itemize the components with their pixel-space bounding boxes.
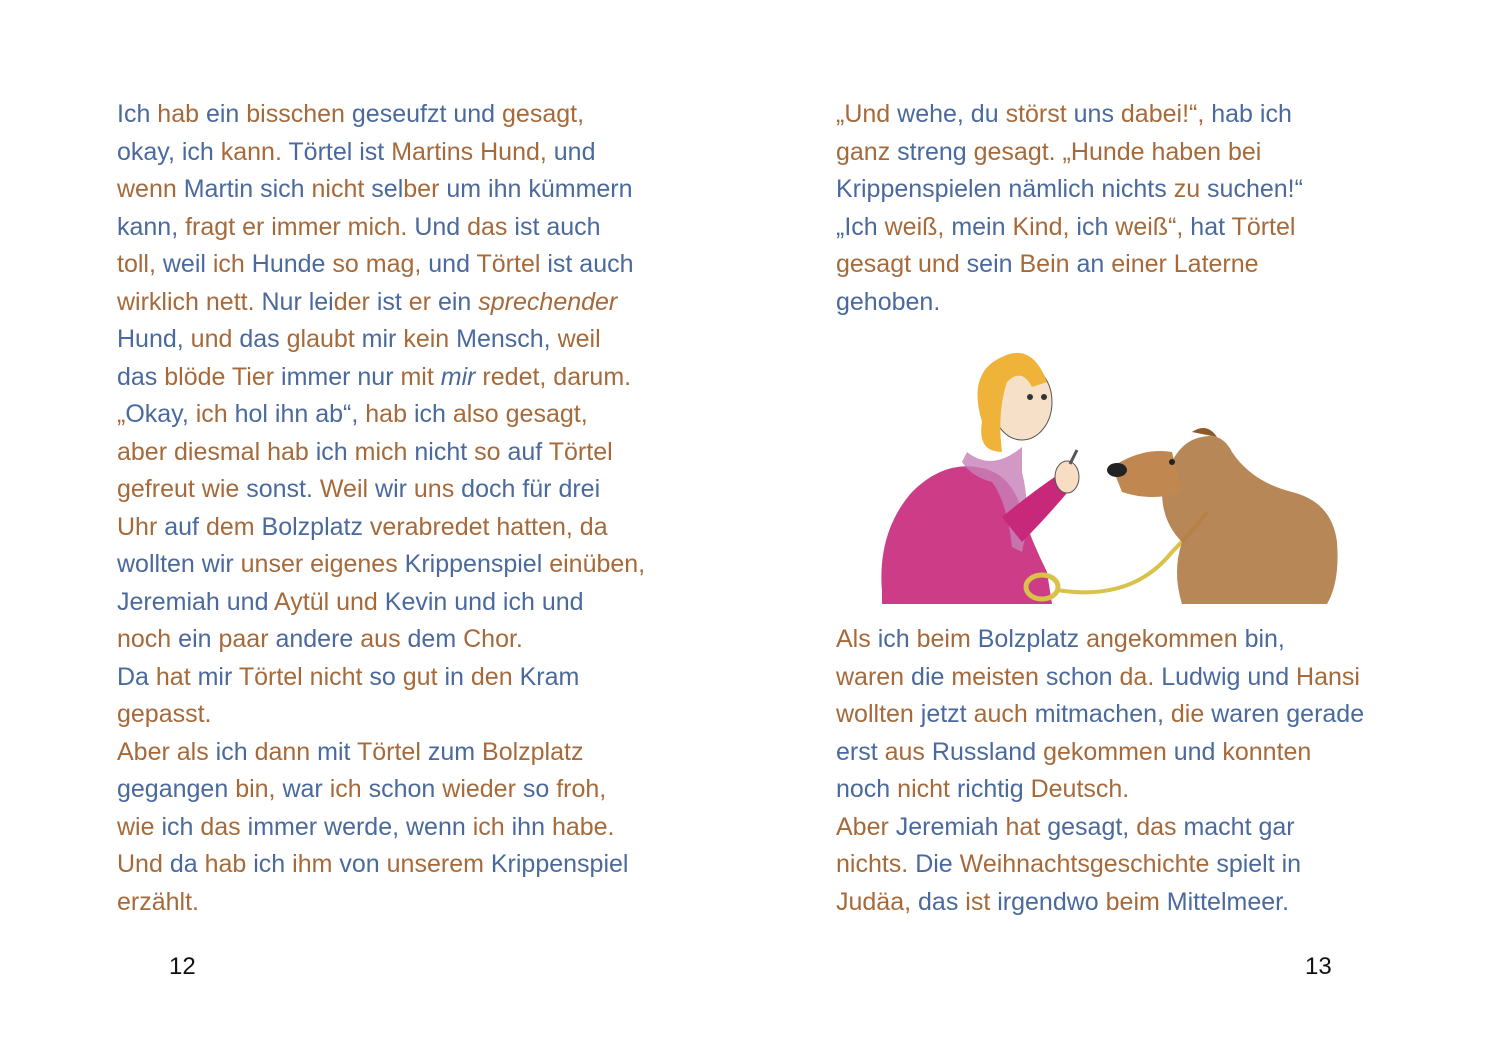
syllable-segment: die <box>911 662 952 691</box>
syllable-segment: Aber als <box>117 737 216 766</box>
syllable-segment: Törtel <box>356 737 428 766</box>
syllable-segment: gepasst. <box>117 700 212 728</box>
syllable-segment: Kind, <box>1012 212 1077 241</box>
syllable-segment: den <box>470 662 520 691</box>
syllable-segment: andere <box>275 625 361 653</box>
syllable-segment: ist <box>376 287 409 316</box>
syllable-segment: fragt er immer mich. <box>185 212 415 241</box>
syllable-segment: ber <box>403 175 447 203</box>
syllable-segment: zum <box>427 737 483 766</box>
text-line <box>836 284 1303 322</box>
syllable-segment: weil <box>557 325 601 353</box>
syllable-segment: gegangen <box>117 775 236 803</box>
syllable-segment: unserem <box>386 850 491 878</box>
syllable-segment: gesagt, <box>1047 812 1137 841</box>
syllable-segment: Hansi <box>1296 662 1360 691</box>
syllable-segment: weil <box>162 250 213 278</box>
syllable-segment: ich <box>161 812 201 841</box>
syllable-segment: Ludwig und <box>1161 662 1297 691</box>
syllable-segment: dann <box>254 737 318 766</box>
text-line <box>117 659 645 697</box>
syllable-segment: weiß, <box>884 212 952 241</box>
syllable-segment: das <box>239 325 287 353</box>
syllable-segment: uns <box>413 475 462 503</box>
syllable-segment: weiß“, <box>1115 212 1191 241</box>
text-line <box>117 846 645 884</box>
syllable-segment: kann, <box>117 212 186 241</box>
syllable-segment: in <box>444 662 471 691</box>
syllable-segment: blöde Tier <box>164 362 282 391</box>
syllable-segment: mit <box>317 737 357 766</box>
syllable-segment: jetzt <box>920 700 974 728</box>
syllable-segment: ein <box>205 100 247 128</box>
syllable-segment: Weihnachtsgeschichte <box>959 850 1217 878</box>
syllable-segment: und <box>1173 737 1223 766</box>
text-line <box>117 396 645 434</box>
syllable-segment: immer werde, wenn <box>247 812 473 841</box>
text-line <box>117 696 645 734</box>
syllable-segment: schon <box>1045 662 1120 691</box>
syllable-segment: mit <box>400 362 441 391</box>
syllable-segment: zu <box>1173 175 1208 203</box>
text-line <box>836 884 1364 922</box>
syllable-segment: Krippenspiel <box>404 550 550 578</box>
syllable-segment: so mag, <box>332 250 429 278</box>
syllable-segment: wollten wir <box>117 550 241 578</box>
syllable-segment: da <box>169 850 205 878</box>
text-line <box>117 734 645 772</box>
syllable-segment: da. <box>1119 662 1162 691</box>
text-line <box>117 584 645 622</box>
text-line <box>836 209 1303 247</box>
syllable-segment: Nur lei <box>261 287 334 316</box>
syllable-segment: Törtel <box>548 437 613 466</box>
syllable-segment: hab <box>157 100 206 128</box>
left-page-text <box>117 96 645 921</box>
syllable-segment: Ich <box>117 100 158 128</box>
syllable-segment: und <box>428 250 477 278</box>
syllable-segment: ich <box>315 437 355 466</box>
syllable-segment: „Ich <box>836 212 885 241</box>
syllable-segment: uns <box>1073 100 1121 128</box>
syllable-segment: erzählt. <box>117 887 199 916</box>
page-number-left: 12 <box>169 953 196 980</box>
syllable-segment: war <box>282 775 330 803</box>
syllable-segment: wir <box>375 475 414 503</box>
right-page-text-top <box>836 96 1303 321</box>
syllable-segment: Mittelmeer. <box>1166 887 1290 916</box>
text-line <box>117 884 645 922</box>
syllable-segment: Deutsch. <box>1030 775 1130 803</box>
syllable-segment: gesagt, <box>502 100 585 128</box>
syllable-segment: gehoben. <box>836 287 941 316</box>
syllable-segment: dem <box>407 625 464 653</box>
syllable-segment: schon <box>368 775 443 803</box>
syllable-segment: „ <box>117 400 126 428</box>
syllable-segment: gekommen <box>1043 737 1174 766</box>
syllable-segment: Krippenspielen nämlich nichts <box>836 175 1174 203</box>
syllable-segment: mitmachen, <box>1034 700 1171 728</box>
syllable-segment: kein <box>403 325 457 353</box>
syllable-segment: an <box>1076 250 1112 278</box>
syllable-segment: gesagt. „Hunde haben bei <box>973 137 1262 166</box>
syllable-segment: ist auch <box>547 250 634 278</box>
syllable-segment: wollten <box>836 700 921 728</box>
syllable-segment: ist auch <box>514 212 601 241</box>
syllable-segment: Russland <box>931 737 1044 766</box>
text-line <box>836 659 1364 697</box>
syllable-segment: nicht <box>414 437 475 466</box>
syllable-segment: gut <box>402 662 445 691</box>
syllable-segment: störst <box>1005 100 1074 128</box>
text-line <box>836 246 1303 284</box>
syllable-segment: die <box>1170 700 1212 728</box>
syllable-segment: ist <box>965 887 998 916</box>
syllable-segment: Da <box>117 662 156 691</box>
syllable-segment: ihm <box>292 850 340 878</box>
syllable-segment: ich <box>1076 212 1116 241</box>
syllable-segment: so <box>474 437 508 466</box>
text-line <box>836 134 1303 172</box>
syllable-segment: Mensch, <box>456 325 558 353</box>
syllable-segment: beim <box>1105 887 1167 916</box>
syllable-segment: Törtel <box>476 250 548 278</box>
syllable-segment: und <box>553 137 596 166</box>
syllable-segment: hab <box>365 400 414 428</box>
text-line <box>836 96 1303 134</box>
text-line <box>117 771 645 809</box>
syllable-segment: also gesagt, <box>452 400 588 428</box>
syllable-segment: doch für drei <box>461 475 601 503</box>
syllable-segment: mich <box>354 437 415 466</box>
page-number-right: 13 <box>1305 953 1332 980</box>
syllable-segment: „Und <box>836 100 898 128</box>
syllable-segment: Judäa, <box>836 887 919 916</box>
syllable-segment: gesagt und <box>836 250 967 278</box>
syllable-segment: ein <box>178 625 219 653</box>
text-line <box>836 846 1364 884</box>
syllable-segment: ich <box>212 250 252 278</box>
syllable-segment: irgendwo <box>997 887 1106 916</box>
syllable-segment: Bolzplatz <box>261 512 370 541</box>
syllable-segment: bin, <box>235 775 283 803</box>
syllable-segment: konnten <box>1222 737 1312 766</box>
syllable-segment: aber diesmal hab <box>117 437 316 466</box>
syllable-segment: kann. <box>220 137 289 166</box>
syllable-segment: ganz <box>836 137 898 166</box>
text-line <box>117 359 645 397</box>
text-line <box>117 209 645 247</box>
syllable-segment: Jeremiah <box>895 812 1006 841</box>
syllable-segment: bisschen <box>246 100 352 128</box>
syllable-segment: richtig <box>956 775 1031 803</box>
syllable-segment: Hund, <box>117 325 191 353</box>
syllable-segment: mein <box>951 212 1013 241</box>
syllable-segment: Törtel <box>1231 212 1296 241</box>
text-line <box>117 96 645 134</box>
syllable-segment: habe. <box>551 812 615 841</box>
text-line <box>117 509 645 547</box>
syllable-segment: sprechender <box>478 287 618 316</box>
syllable-segment: Törtel nicht <box>238 662 370 691</box>
text-line <box>836 734 1364 772</box>
syllable-segment: sein <box>966 250 1020 278</box>
syllable-segment: Kram <box>519 662 580 691</box>
syllable-segment: und <box>190 325 240 353</box>
syllable-segment: Hunde <box>251 250 333 278</box>
syllable-segment: aus <box>360 625 408 653</box>
syllable-segment: einer Laterne <box>1111 250 1259 278</box>
syllable-segment: unser eigenes <box>240 550 405 578</box>
text-line <box>117 546 645 584</box>
syllable-segment: sonst. <box>246 475 320 503</box>
syllable-segment: ich <box>195 400 235 428</box>
syllable-segment: mir <box>361 325 404 353</box>
text-line <box>836 809 1364 847</box>
syllable-segment: Martin sich <box>183 175 312 203</box>
syllable-segment: ich <box>472 812 512 841</box>
syllable-segment: ihn <box>511 812 552 841</box>
syllable-segment: meisten <box>951 662 1046 691</box>
syllable-segment: wie <box>117 812 162 841</box>
syllable-segment: das <box>467 212 515 241</box>
syllable-segment: Aber <box>836 812 896 841</box>
syllable-segment: von <box>339 850 387 878</box>
syllable-segment: noch <box>836 775 898 803</box>
text-line <box>117 321 645 359</box>
syllable-segment: redet, darum. <box>475 362 632 391</box>
text-line <box>117 134 645 172</box>
syllable-segment: wenn <box>117 175 184 203</box>
syllable-segment: hat <box>1190 212 1232 241</box>
syllable-segment: okay, ich <box>117 137 221 166</box>
syllable-segment: Okay, <box>125 400 196 428</box>
syllable-segment: suchen!“ <box>1207 175 1303 203</box>
syllable-segment: Bein <box>1019 250 1077 278</box>
syllable-segment: so <box>369 662 403 691</box>
syllable-segment: erst <box>836 737 885 766</box>
text-line <box>117 246 645 284</box>
syllable-segment: Bolzplatz <box>482 737 584 766</box>
syllable-segment: hab ich <box>1211 100 1292 128</box>
syllable-segment: Bolzplatz <box>977 625 1087 653</box>
syllable-segment: froh, <box>556 775 607 803</box>
syllable-segment: geseufzt und <box>351 100 503 128</box>
syllable-segment: ich <box>413 400 453 428</box>
syllable-segment: das <box>200 812 248 841</box>
syllable-segment: waren <box>836 662 912 691</box>
syllable-segment: noch <box>117 625 179 653</box>
syllable-segment: Jeremiah und <box>117 587 275 616</box>
syllable-segment: ein <box>437 287 479 316</box>
text-line <box>117 284 645 322</box>
syllable-segment: spielt in <box>1216 850 1302 878</box>
syllable-segment: hat <box>155 662 198 691</box>
syllable-segment: mir <box>440 362 476 391</box>
text-line <box>836 771 1364 809</box>
text-line <box>836 621 1364 659</box>
syllable-segment: nicht <box>897 775 957 803</box>
syllable-segment: hat <box>1005 812 1048 841</box>
syllable-segment: verabredet hatten, da <box>369 512 608 541</box>
syllable-segment: dem <box>205 512 262 541</box>
syllable-segment: ich <box>253 850 293 878</box>
syllable-segment: der <box>333 287 377 316</box>
syllable-segment: Weil <box>319 475 376 503</box>
syllable-segment: beim <box>916 625 978 653</box>
syllable-segment: einüben, <box>549 550 646 578</box>
syllable-segment: Martins Hund, <box>391 137 554 166</box>
syllable-segment: auf <box>507 437 549 466</box>
syllable-segment: wieder <box>442 775 523 803</box>
syllable-segment: ich <box>329 775 369 803</box>
syllable-segment: auch <box>973 700 1035 728</box>
syllable-segment: aus <box>884 737 932 766</box>
text-line <box>117 621 645 659</box>
syllable-segment: Krippenspiel <box>490 850 629 878</box>
syllable-segment: Die <box>915 850 960 878</box>
syllable-segment: wehe, du <box>897 100 1006 128</box>
syllable-segment: sel <box>371 175 404 203</box>
syllable-segment: nicht <box>311 175 372 203</box>
syllable-segment: auf <box>164 512 206 541</box>
syllable-segment: waren gerade <box>1211 700 1365 728</box>
syllable-segment: nichts. <box>836 850 916 878</box>
syllable-segment: das <box>918 887 966 916</box>
syllable-segment: hab <box>204 850 254 878</box>
text-line <box>117 471 645 509</box>
syllable-segment: ich <box>877 625 917 653</box>
text-line <box>836 696 1364 734</box>
syllable-segment: Als <box>836 625 878 653</box>
syllable-segment: das <box>1136 812 1184 841</box>
syllable-segment: dabei!“, <box>1120 100 1212 128</box>
syllable-segment: wirklich nett. <box>117 287 262 316</box>
syllable-segment: gefreut wie <box>117 475 247 503</box>
syllable-segment: Törtel ist <box>288 137 392 166</box>
girl-scolding-dog-illustration <box>872 342 1342 610</box>
syllable-segment: Aytül und <box>274 587 385 616</box>
syllable-segment: Chor. <box>463 625 523 653</box>
syllable-segment: streng <box>897 137 974 166</box>
syllable-segment: angekommen <box>1086 625 1245 653</box>
text-line <box>117 434 645 472</box>
syllable-segment: immer nur <box>281 362 401 391</box>
syllable-segment: hol ihn ab“, <box>234 400 366 428</box>
right-page-text-bottom <box>836 621 1364 921</box>
syllable-segment: Uhr <box>117 512 165 541</box>
syllable-segment: er <box>408 287 438 316</box>
syllable-segment: paar <box>218 625 276 653</box>
syllable-segment: glaubt <box>286 325 362 353</box>
syllable-segment: macht gar <box>1183 812 1295 841</box>
syllable-segment: Und <box>414 212 468 241</box>
text-line <box>836 171 1303 209</box>
syllable-segment: um ihn kümmern <box>446 175 633 203</box>
syllable-segment: toll, <box>117 250 163 278</box>
syllable-segment: bin, <box>1244 625 1285 653</box>
syllable-segment: Und <box>117 850 170 878</box>
syllable-segment: ich <box>215 737 255 766</box>
text-line <box>117 171 645 209</box>
syllable-segment: so <box>522 775 557 803</box>
text-line <box>117 809 645 847</box>
syllable-segment: das <box>117 362 165 391</box>
syllable-segment: Kevin und ich und <box>384 587 584 616</box>
syllable-segment: mir <box>197 662 239 691</box>
